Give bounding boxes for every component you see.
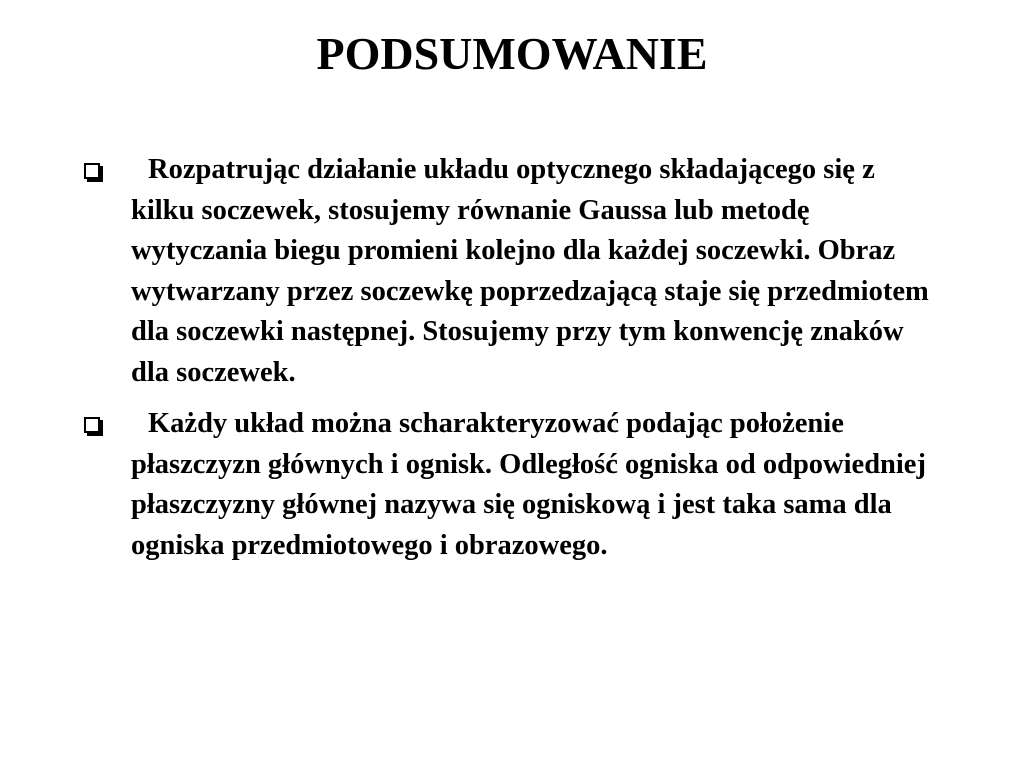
bullet-text: Rozpatrując działanie układu optycznego składającego się z kilku soczewek, stosujemy równanie Gaussa lub metodę wytyczania biegu promieni kolejno dla każdej soczewki. Obraz wytwarzany przez soczewkę poprzedzającą staje się przedmiotem dla soczewki następnej. Stosujemy przy tym konwencję znaków dla soczewek. (131, 154, 929, 388)
bullet-item (0, 150, 941, 393)
bullet-list (0, 150, 1024, 566)
slide-title: PODSUMOWANIE (316, 28, 708, 79)
bullet-item (0, 404, 941, 566)
checkbox-bullet-icon (84, 163, 100, 179)
checkbox-bullet-icon (84, 417, 100, 433)
bullet-text: Każdy układ można scharakteryzować podając położenie płaszczyzn głównych i ognisk. Odległość ogniska od odpowiedniej płaszczyzny głównej nazywa się ogniskową i jest taka sama dla ogniska przedmiotowego i obrazowego. (131, 408, 926, 561)
